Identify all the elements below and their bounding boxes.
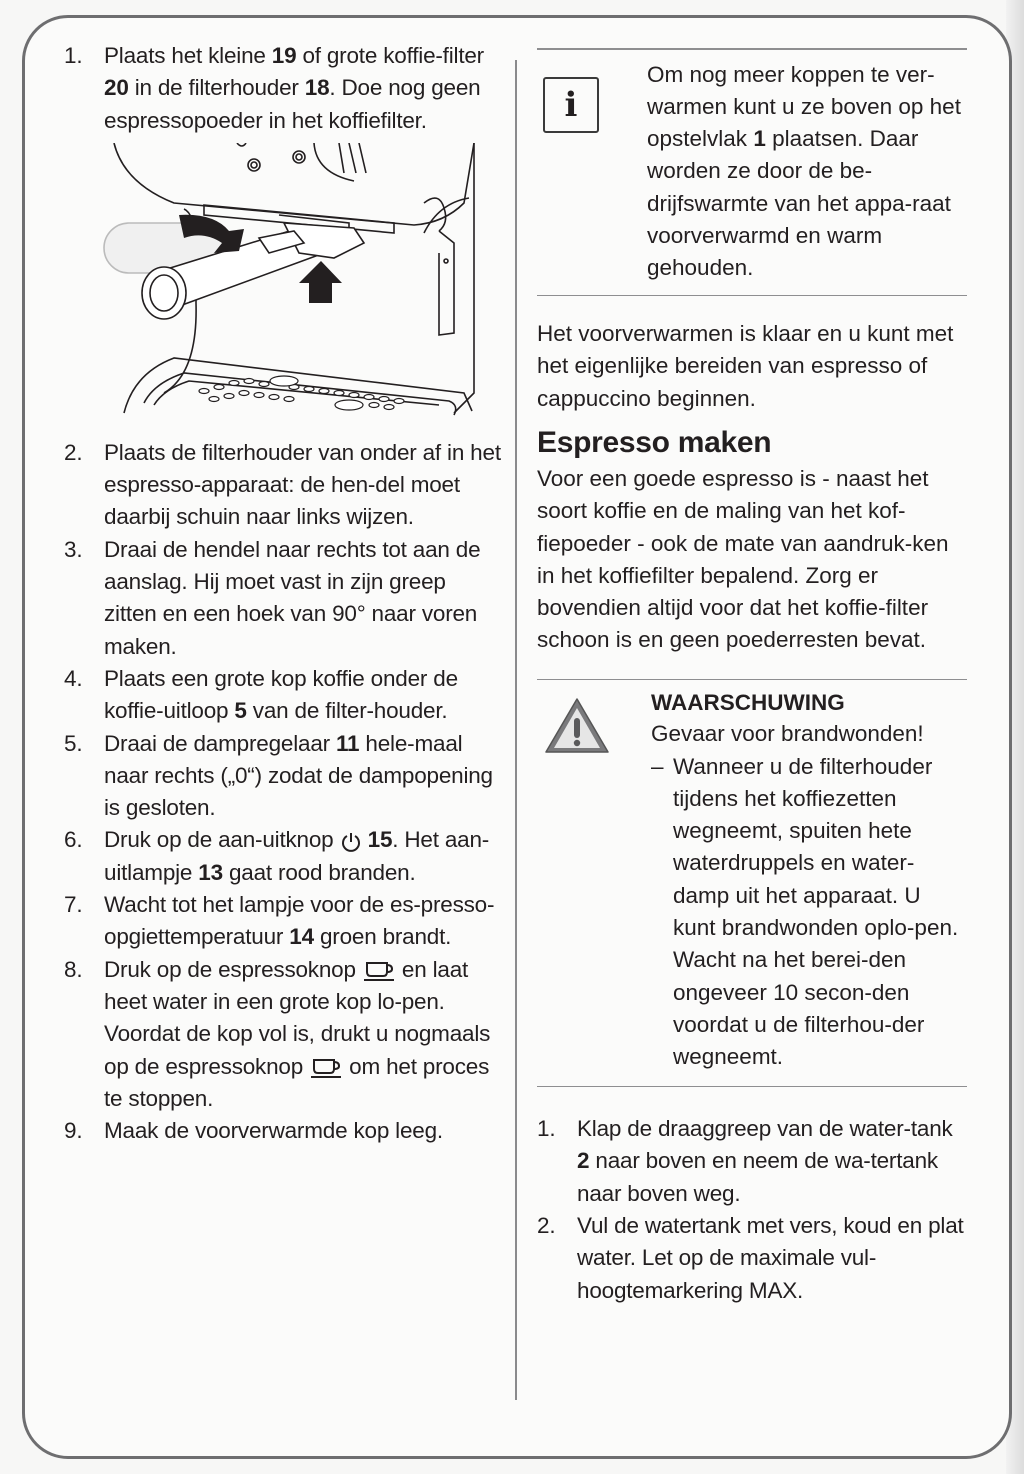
step-text: Druk op de espressoknop en laat heet water in een grote kop lo-pen. Voordat de kop vol is, drukt u nogmaals op de espressoknop om het proces te stoppen. [104, 956, 491, 1111]
step-text: Draai de hendel naar rechts tot aan de aanslag. Hij moet vast in zijn greep zitten en een hoek van 90° naar voren maken. [104, 536, 481, 659]
list-item [64, 824, 504, 889]
list-item [64, 728, 504, 825]
step-number: 2. [537, 1212, 556, 1238]
step-text: Vul de watertank met vers, koud en plat water. Let op de maximale vul-hoogtemarkering MAX. [577, 1212, 964, 1303]
step-text: Plaats de filterhouder van onder af in het espresso-apparaat: de hen-del moet daarbij schuin naar links wijzen. [104, 439, 501, 530]
left-column [64, 40, 504, 1147]
list-item [64, 663, 504, 728]
part-number-ref: 11 [335, 730, 360, 756]
step-text: Plaats een grote kop koffie onder de koffie-uitloop 5 van de filter-houder. [104, 665, 458, 724]
instruction-step-list [64, 40, 504, 137]
list-item [64, 437, 504, 534]
divider-rule [537, 1086, 967, 1088]
warning-body [651, 688, 967, 1073]
step-number: 7. [64, 892, 83, 918]
divider-rule [537, 679, 967, 681]
warning-triangle-icon [543, 696, 613, 1073]
list-item [537, 1113, 967, 1210]
section-intro-paragraph: Voor een goede espresso is - naast het soort koffie en de maling van het kof-fiepoeder - ook de mate van aandruk-ken in het koffiefilter bepalend. Zorg er bovendien altijd voor dat het koffie-filter schoon is en geen poederresten bevat. [537, 465, 949, 653]
part-number-ref: 20 [104, 75, 129, 101]
instruction-step-list [64, 437, 504, 1148]
warning-box [537, 688, 967, 1073]
part-number-ref: 19 [271, 43, 297, 68]
step-number: 1. [537, 1116, 556, 1142]
step-number: 6. [64, 827, 83, 853]
list-item [64, 954, 504, 1115]
info-note [537, 59, 967, 285]
info-note-text: Om nog meer koppen te ver-warmen kunt u ze boven op het opstelvlak 1 plaatsen. Daar worden ze door de be-drijfswarmte van het appa-raat voorverwarmd en warm gehouden. [647, 61, 961, 281]
part-number-ref: 13 [198, 859, 223, 885]
divider-rule [537, 48, 967, 50]
info-icon: i [543, 77, 599, 133]
step-text: Wacht tot het lampje voor de es-presso-opgiettemperatuur 14 groen brandt. [104, 892, 495, 950]
power-icon [340, 831, 362, 853]
step-number: 8. [64, 956, 83, 982]
warning-title: WAARSCHUWING [651, 690, 845, 716]
espresso-machine-illustration [94, 143, 524, 433]
step-text: Maak de voorverwarmde kop leeg. [104, 1118, 443, 1144]
step-text: Klap de draaggreep van de water-tank 2 naar boven en neem de wa-tertank naar boven weg. [577, 1116, 953, 1206]
step-number: 5. [64, 730, 83, 756]
step-text: Plaats het kleine 19 of grote koffie-filter 20 in de filterhouder 18. Doe nog geen espressopoeder in het koffiefilter. [104, 43, 484, 133]
step-number: 2. [64, 439, 83, 465]
list-item [64, 40, 504, 137]
part-number-ref: 14 [289, 924, 314, 950]
warning-subtitle: Gevaar voor brandwonden! [651, 721, 924, 747]
step-number: 4. [64, 665, 83, 691]
part-number-ref: 15 [367, 827, 393, 853]
step-number: 1. [64, 43, 83, 68]
right-column [537, 40, 967, 1307]
part-number-ref: 2 [577, 1148, 590, 1174]
list-item [64, 534, 504, 663]
dash-bullet: – [651, 753, 664, 779]
list-item [64, 889, 504, 954]
step-number: 3. [64, 536, 83, 562]
list-item [64, 1115, 504, 1147]
espresso-cup-icon [309, 1057, 343, 1079]
step-text: Druk op de aan-uitknop 15. Het aan-uitlampje 13 gaat rood branden. [104, 827, 490, 885]
step-text: Draai de dampregelaar 11 hele-maal naar rechts („0“) zodat de dampopening is gesloten. [104, 730, 493, 821]
preheat-done-paragraph: Het voorverwarmen is klaar en u kunt met het eigenlijke bereiden van espresso of cappuccino beginnen. [537, 321, 954, 411]
step-number: 9. [64, 1118, 83, 1144]
instruction-step-list [537, 1113, 967, 1307]
espresso-cup-icon [362, 960, 396, 982]
section-heading: Espresso maken [537, 425, 772, 459]
part-number-ref: 5 [234, 698, 247, 724]
warning-item: – Wanneer u de filterhouder tijdens het koffiezetten wegneemt, spuiten hete waterdruppels en water-damp uit het apparaat. U kunt brandwonden oplo-pen. Wacht na het berei-den ongeveer 10 secon-den voordat u de filterhou-der wegneemt. [651, 751, 967, 1074]
part-number-ref: 18 [304, 75, 330, 101]
list-item [537, 1210, 967, 1307]
divider-rule [537, 295, 967, 297]
